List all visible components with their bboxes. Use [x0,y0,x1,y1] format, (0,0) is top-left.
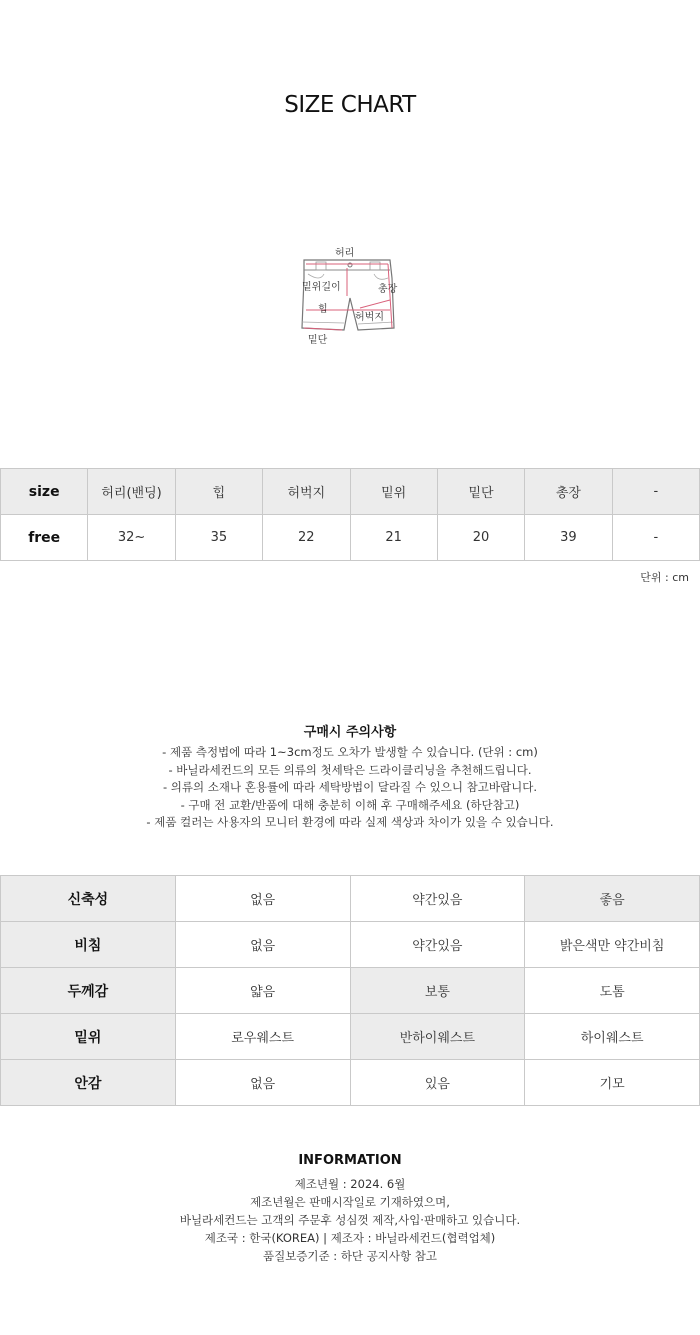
shorts-measurement-diagram [290,238,410,348]
size-table [0,468,700,561]
feel-option: 로우웨스트 [175,1014,350,1060]
feel-option: 없음 [175,1060,350,1106]
size-value-cell: 35 [175,515,262,561]
diagram-label-waist: 허리 [335,248,355,259]
size-value-cell: 32~ [88,515,175,561]
size-header-cell: 밑위 [350,469,437,515]
feel-option: 기모 [525,1060,700,1106]
notice-item: - 제품 측정법에 따라 1~3cm정도 오차가 발생할 수 있습니다. (단위 : cm) [162,745,538,759]
feel-row-rise [1,1014,700,1060]
information-line: 제조년월은 판매시작일로 기재하였으며, [250,1195,450,1209]
notice-item: - 구매 전 교환/반품에 대해 충분히 이해 후 구매해주세요 (하단참고) [180,797,520,812]
diagram-label-thigh: 허벅지 [355,312,384,323]
notice-title: 구매시 주의사항 [303,725,397,740]
feel-row-stretch [1,876,700,922]
information-list [0,1175,700,1265]
information-line: 제조국 : 한국(KOREA) | 제조자 : 바닐라세컨드(협력업체) [204,1231,496,1245]
notice-item: - 제품 컬러는 사용자의 모니터 환경에 따라 실제 색상과 차이가 있을 수 있습니다. [146,815,554,829]
feel-row-label: 안감 [1,1060,176,1106]
size-value-cell: 20 [437,515,524,561]
information-line: 바닐라세컨드는 고객의 주문후 성심껏 제작,사입·판매하고 있습니다. [179,1213,521,1227]
feel-option: 있음 [350,1060,525,1106]
size-value-cell: - [612,515,699,561]
feel-option: 보통 [350,968,525,1014]
size-header-cell: 총장 [525,469,612,515]
diagram-label-hip: 힙 [318,304,328,315]
size-value-cell: 39 [525,515,612,561]
feel-option: 없음 [175,876,350,922]
size-header-cell: - [612,469,699,515]
diagram-label-rise: 밑위길이 [302,282,341,293]
diagram-label-length: 총장 [378,284,398,295]
feel-option: 반하이웨스트 [350,1014,525,1060]
feel-row-label: 신축성 [1,876,176,922]
size-value-cell: 22 [263,515,350,561]
feel-option: 밝은색만 약간비침 [525,922,700,968]
feel-row-label: 두께감 [1,968,176,1014]
size-value-cell: free [1,515,88,561]
feel-row-label: 밑위 [1,1014,176,1060]
size-table-row [1,515,700,561]
feel-row-label: 비침 [1,922,176,968]
notice-item: - 바닐라세컨드의 모든 의류의 첫세탁은 드라이클리닝을 추천해드립니다. [168,762,532,777]
page-title: SIZE CHART [284,92,416,118]
feel-row-thickness [1,968,700,1014]
information-title: INFORMATION [298,1153,402,1168]
notice-item: - 의류의 소재나 혼용률에 따라 세탁방법이 달라질 수 있으니 참고바랍니다. [163,780,537,794]
size-header-cell: 힙 [175,469,262,515]
diagram-label-hem: 밑단 [308,335,328,346]
feel-option: 도톰 [525,968,700,1014]
feel-row-sheerness [1,922,700,968]
feel-option: 약간있음 [350,876,525,922]
size-header-cell: size [1,469,88,515]
information-line: 품질보증기준 : 하단 공지사항 참고 [262,1249,438,1263]
feel-row-lining [1,1060,700,1106]
size-header-cell: 허리(밴딩) [88,469,175,515]
feel-option: 약간있음 [350,922,525,968]
feel-option: 얇음 [175,968,350,1014]
notice-list [0,744,700,832]
feel-option: 없음 [175,922,350,968]
information-line: 제조년월 : 2024. 6월 [294,1177,406,1191]
fabric-feel-table [0,875,700,1106]
size-table-header-row [1,469,700,515]
size-header-cell: 밑단 [437,469,524,515]
size-value-cell: 21 [350,515,437,561]
size-header-cell: 허벅지 [263,469,350,515]
feel-option: 하이웨스트 [525,1014,700,1060]
unit-note: 단위 : cm [640,571,689,584]
feel-option: 좋음 [525,876,700,922]
